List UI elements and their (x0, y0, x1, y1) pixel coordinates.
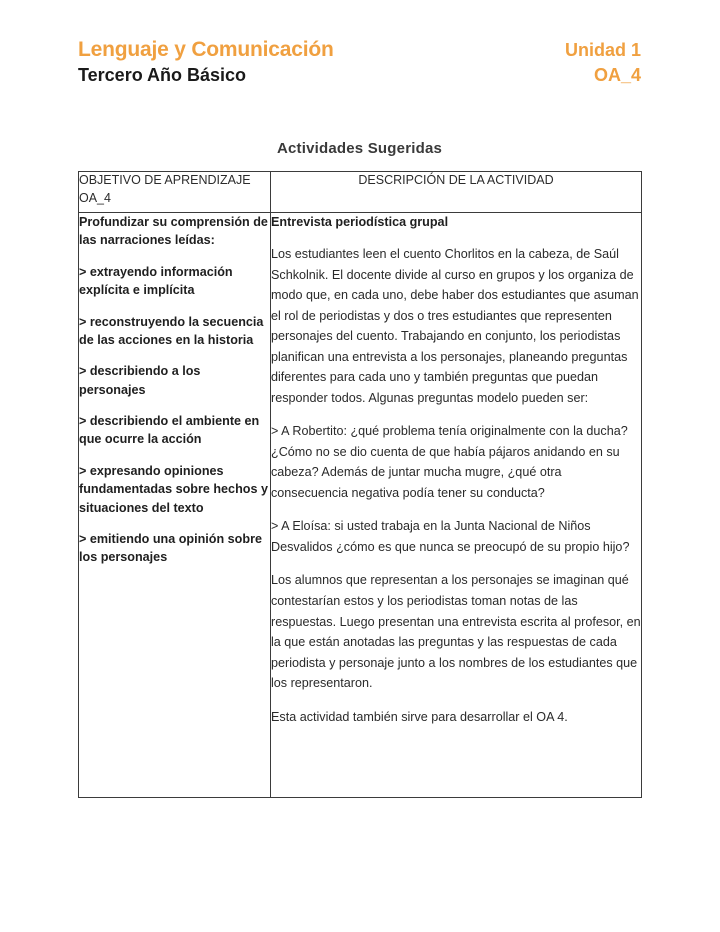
list-item: > extrayendo información explícita e implícita (79, 264, 233, 298)
unit-label: Unidad 1 (564, 40, 641, 60)
table-row (79, 213, 642, 798)
list-item: > emitiendo una opinión sobre los personajes (79, 531, 262, 565)
description-cell (271, 213, 642, 798)
list-item: > reconstruyendo la secuencia de las acciones en la historia (79, 314, 264, 347)
activities-table (78, 171, 642, 798)
activity-paragraph: > A Robertito: ¿qué problema tenía originalmente con la ducha? ¿Cómo no se dio cuenta de que había pájaros anidando en su cabeza? Además de juntar mucha mugre, ¿qué otra consecuencia negativa podía tener su conducta? (271, 424, 628, 500)
activity-paragraph: Esta actividad también sirve para desarrollar el OA 4. (271, 709, 568, 724)
section-title: Actividades Sugeridas (276, 140, 443, 157)
activity-paragraph: Los estudiantes leen el cuento Chorlitos en la cabeza, de Saúl Schkolnik. El docente divide al curso en grupos y los organiza de modo que, en cada uno, debe haber dos estudiantes que asuman el rol de periodistas y dos o tres estudiantes que representen personajes del cuento. Trabajando en conjunto, los periodistas planifican una entrevista a los personajes, planeando preguntas diferentes para cada uno y también preguntas que puedan responder todos. Algunas preguntas modelo pueden ser: (271, 247, 639, 405)
grade-title: Tercero Año Básico (78, 65, 247, 86)
header-row-primary (78, 38, 641, 62)
column-header-description: DESCRIPCIÓN DE LA ACTIVIDAD (271, 172, 642, 213)
list-item: > expresando opiniones fundamentadas sobre hechos y situaciones del texto (79, 463, 268, 515)
list-item: > describiendo el ambiente en que ocurre la acción (79, 414, 260, 447)
oa-code-label: OA_4 (593, 65, 641, 86)
activity-title: Entrevista periodística grupal (271, 215, 449, 229)
table-header (79, 172, 642, 213)
table-header-row (79, 172, 642, 213)
subject-title: Lenguaje y Comunicación (78, 38, 334, 61)
list-item: Profundizar su comprensión de las narraciones leídas: (79, 215, 268, 248)
activity-paragraph: > A Eloísa: si usted trabaja en la Junta Nacional de Niños Desvalidos ¿cómo es que nunca se preocupó de su propio hijo? (271, 519, 630, 554)
document-header (78, 38, 641, 86)
table-body (79, 213, 642, 798)
activity-paragraph: Los alumnos que representan a los personajes se imaginan qué contestarían estos y los periodistas toman notas de las respuestas. Luego presentan una entrevista escrita al profesor, en la que están anotadas las preguntas y las respuestas de cada periodista y personaje junto a los nombres de los estudiantes que los representaron. (271, 573, 641, 691)
objective-cell (79, 213, 271, 798)
objective-list (79, 213, 270, 567)
header-row-secondary (78, 65, 641, 86)
list-item: > describiendo a los personajes (79, 364, 201, 397)
column-header-objective: OBJETIVO DE APRENDIZAJE OA_4 (79, 172, 271, 213)
